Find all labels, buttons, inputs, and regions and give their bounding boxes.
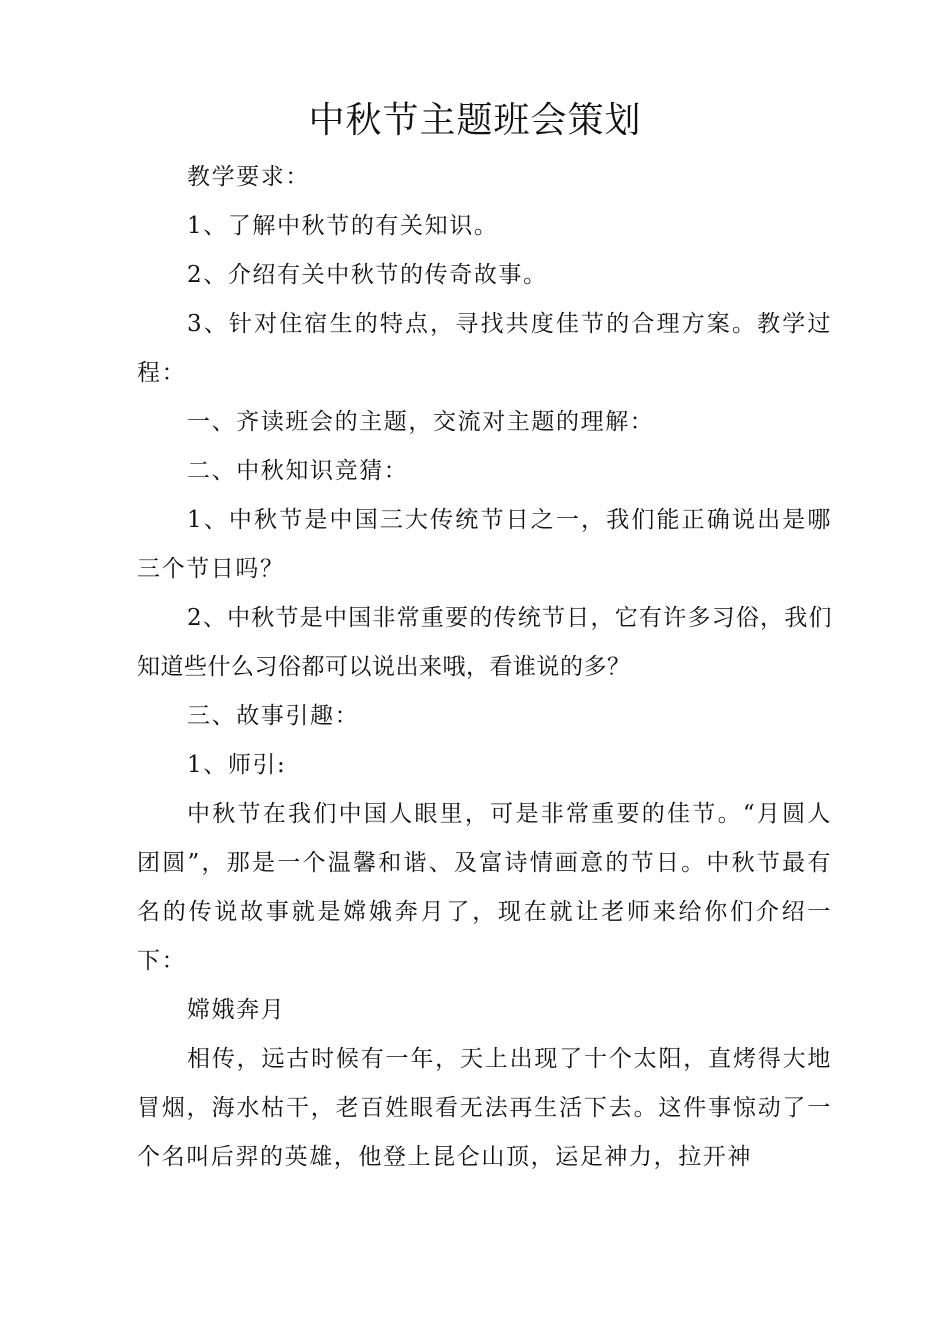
paragraph-quiz-2: 2、中秋节是中国非常重要的传统节日，它有许多习俗，我们知道些什么习俗都可以说出来哦，看谁说的多？ [137,605,832,680]
paragraph-requirement-3: 3、针对住宿生的特点，寻找共度佳节的合理方案。教学过程： [137,311,832,386]
paragraph-teacher-intro: 1、师引: [187,752,287,778]
paragraph-story-body: 相传，远古时候有一年，天上出现了十个太阳，直烤得大地冒烟，海水枯干，老百姓眼看无法再生活下去。这件事惊动了一个名叫后羿的英雄，他登上昆仑山顶，运足神力，拉开神 [137,1046,832,1170]
document-body [137,153,832,1182]
paragraph-section-2: 二、中秋知识竞猜： [187,458,409,484]
paragraph-teaching-requirements: 教学要求： [187,164,310,190]
paragraph-section-1: 一、齐读班会的主题，交流对主题的理解： [187,409,655,435]
paragraph-story-title: 嫦娥奔月 [187,997,286,1023]
paragraph-requirement-2: 2、介绍有关中秋节的传奇故事。 [187,262,548,288]
document-title: 中秋节主题班会策划 [308,100,642,141]
paragraph-mid-autumn-intro: 中秋节在我们中国人眼里，可是非常重要的佳节。“月圆人团圆”，那是一个温馨和谐、及富诗情画意的节日。中秋节最有名的传说故事就是嫦娥奔月了，现在就让老师来给你们介绍一下： [137,801,832,974]
paragraph-requirement-1: 1、了解中秋节的有关知识。 [187,213,499,239]
paragraph-quiz-1: 1、中秋节是中国三大传统节日之一，我们能正确说出是哪三个节日吗？ [137,507,832,582]
paragraph-section-3: 三、故事引趣： [187,703,360,729]
